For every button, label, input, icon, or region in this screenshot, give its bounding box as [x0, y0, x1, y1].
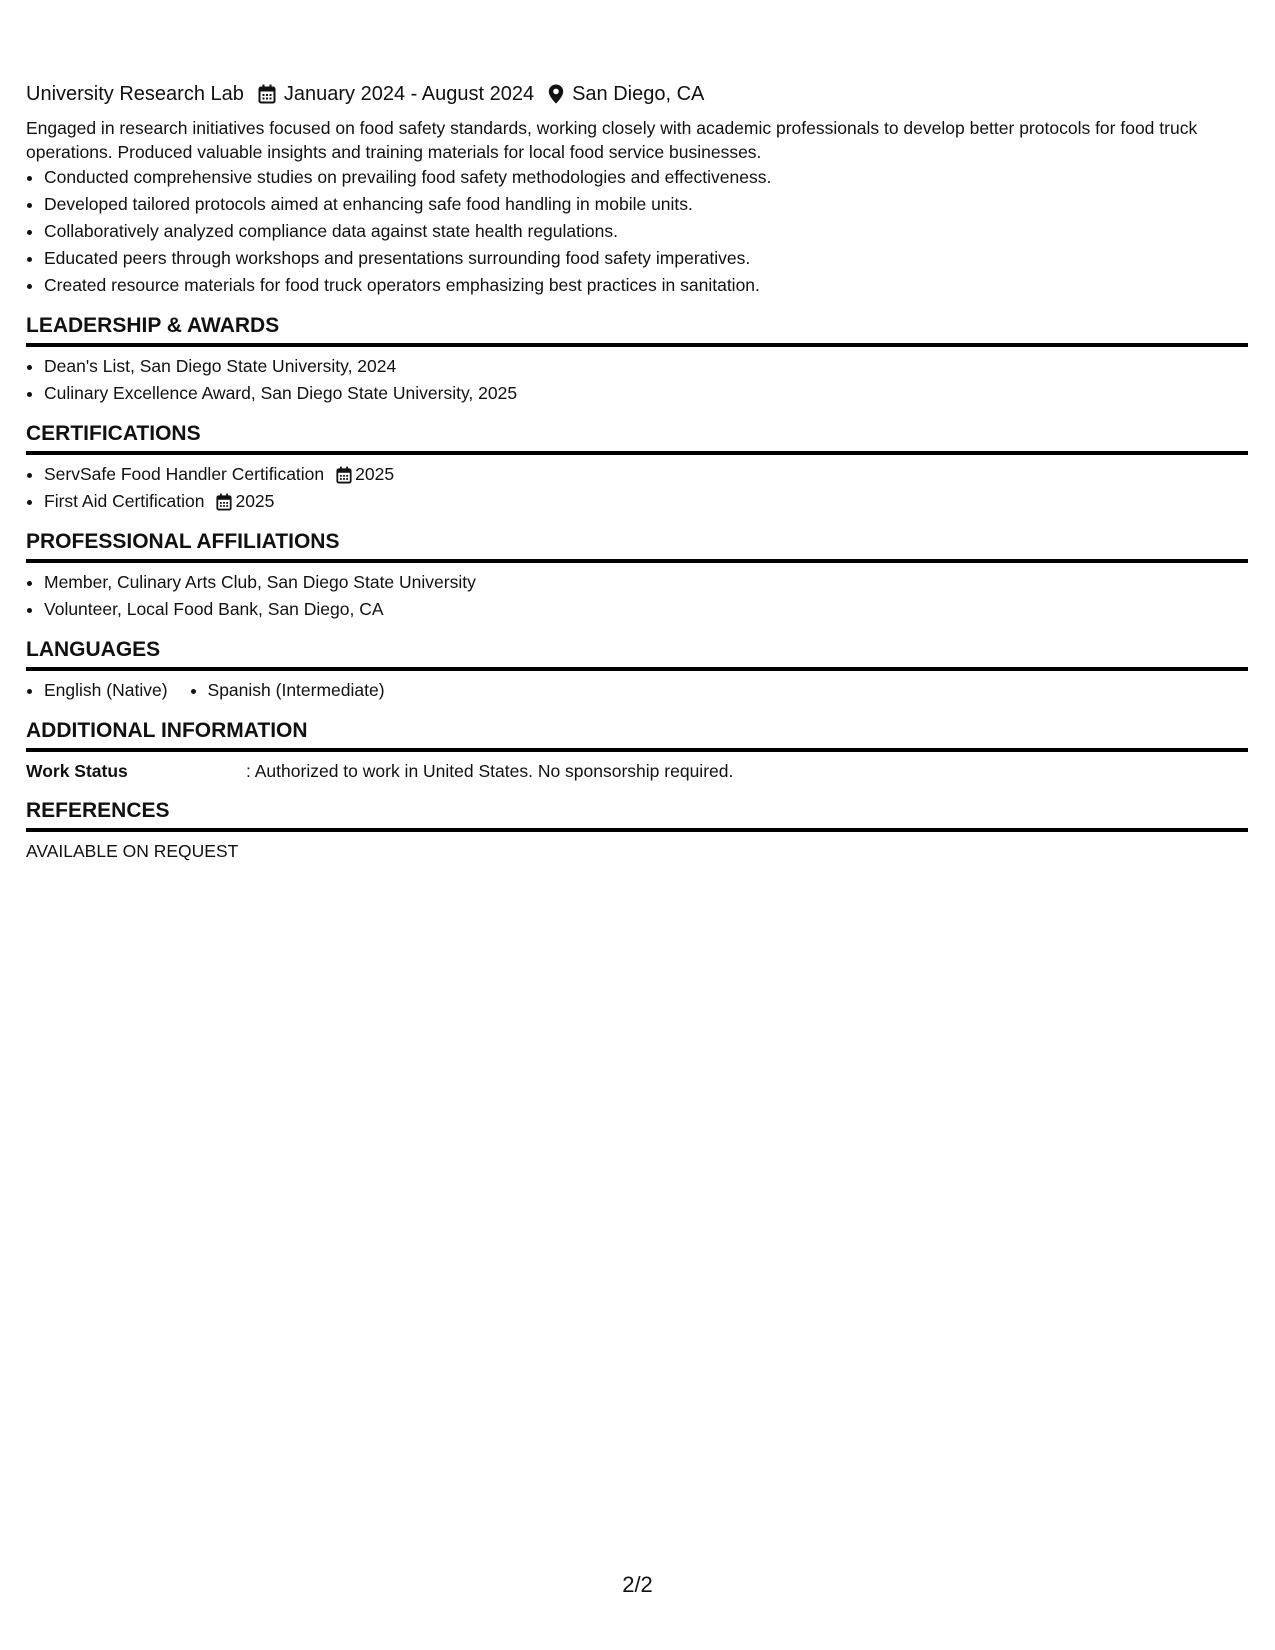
map-pin-icon	[548, 84, 564, 104]
certifications-list	[26, 461, 1248, 515]
list-item: • Member, Culinary Arts Club, San Diego State University	[44, 569, 1248, 596]
page-number: 2/2	[622, 1572, 653, 1597]
experience-description: Engaged in research initiatives focused on food safety standards, working closely with academic professionals to develop better protocols for food truck operations. Produced valuable insights and training materials for local food service businesses.	[26, 118, 1198, 162]
experience-header	[26, 76, 1248, 112]
experience-dates: January 2024 - August 2024	[283, 82, 535, 105]
additional-info-section	[26, 716, 1248, 784]
list-item: • Collaboratively analyzed compliance data against state health regulations.	[44, 218, 1248, 245]
experience-bullets	[26, 164, 1248, 299]
section-title: PROFESSIONAL AFFILIATIONS	[26, 527, 1248, 563]
work-status-row	[26, 758, 1248, 784]
calendar-icon	[336, 466, 352, 484]
leadership-section	[26, 311, 1248, 407]
work-status-label: Work Status	[26, 761, 128, 781]
section-title: ADDITIONAL INFORMATION	[26, 716, 1248, 752]
list-item: • Developed tailored protocols aimed at enhancing safe food handling in mobile units.	[44, 191, 1248, 218]
list-item: • Dean's List, San Diego State University, 2024	[44, 353, 1248, 380]
list-item: • English (Native)	[44, 677, 168, 704]
languages-section	[26, 635, 1248, 704]
leadership-list	[26, 353, 1248, 407]
section-title: REFERENCES	[26, 796, 1248, 832]
certification-name: • First Aid Certification	[44, 491, 205, 511]
affiliations-section	[26, 527, 1248, 623]
list-item: • Volunteer, Local Food Bank, San Diego, CA	[44, 596, 1248, 623]
certification-year: 2025	[355, 464, 395, 484]
list-item: • Educated peers through workshops and presentations surrounding food safety imperatives.	[44, 245, 1248, 272]
experience-location: San Diego, CA	[572, 82, 705, 105]
languages-list	[26, 677, 1248, 704]
experience-organization: University Research Lab	[26, 82, 244, 105]
calendar-icon	[258, 84, 276, 104]
section-title: CERTIFICATIONS	[26, 419, 1248, 455]
resume-page	[26, 76, 1248, 864]
certification-year: 2025	[235, 491, 275, 511]
work-status-value: : Authorized to work in United States. No sponsorship required.	[246, 761, 734, 781]
list-item: • Spanish (Intermediate)	[208, 677, 385, 704]
certification-name: • ServSafe Food Handler Certification	[44, 464, 325, 484]
list-item: • Created resource materials for food truck operators emphasizing best practices in sanitation.	[44, 272, 1248, 299]
calendar-icon	[216, 493, 232, 511]
list-item: • Conducted comprehensive studies on prevailing food safety methodologies and effectiveness.	[44, 164, 1248, 191]
list-item	[44, 461, 1248, 488]
list-item	[44, 488, 1248, 515]
references-section	[26, 796, 1248, 864]
section-title: LANGUAGES	[26, 635, 1248, 671]
list-item: • Culinary Excellence Award, San Diego State University, 2025	[44, 380, 1248, 407]
affiliations-list	[26, 569, 1248, 623]
references-text: AVAILABLE ON REQUEST	[26, 841, 239, 861]
section-title: LEADERSHIP & AWARDS	[26, 311, 1248, 347]
certifications-section	[26, 419, 1248, 515]
